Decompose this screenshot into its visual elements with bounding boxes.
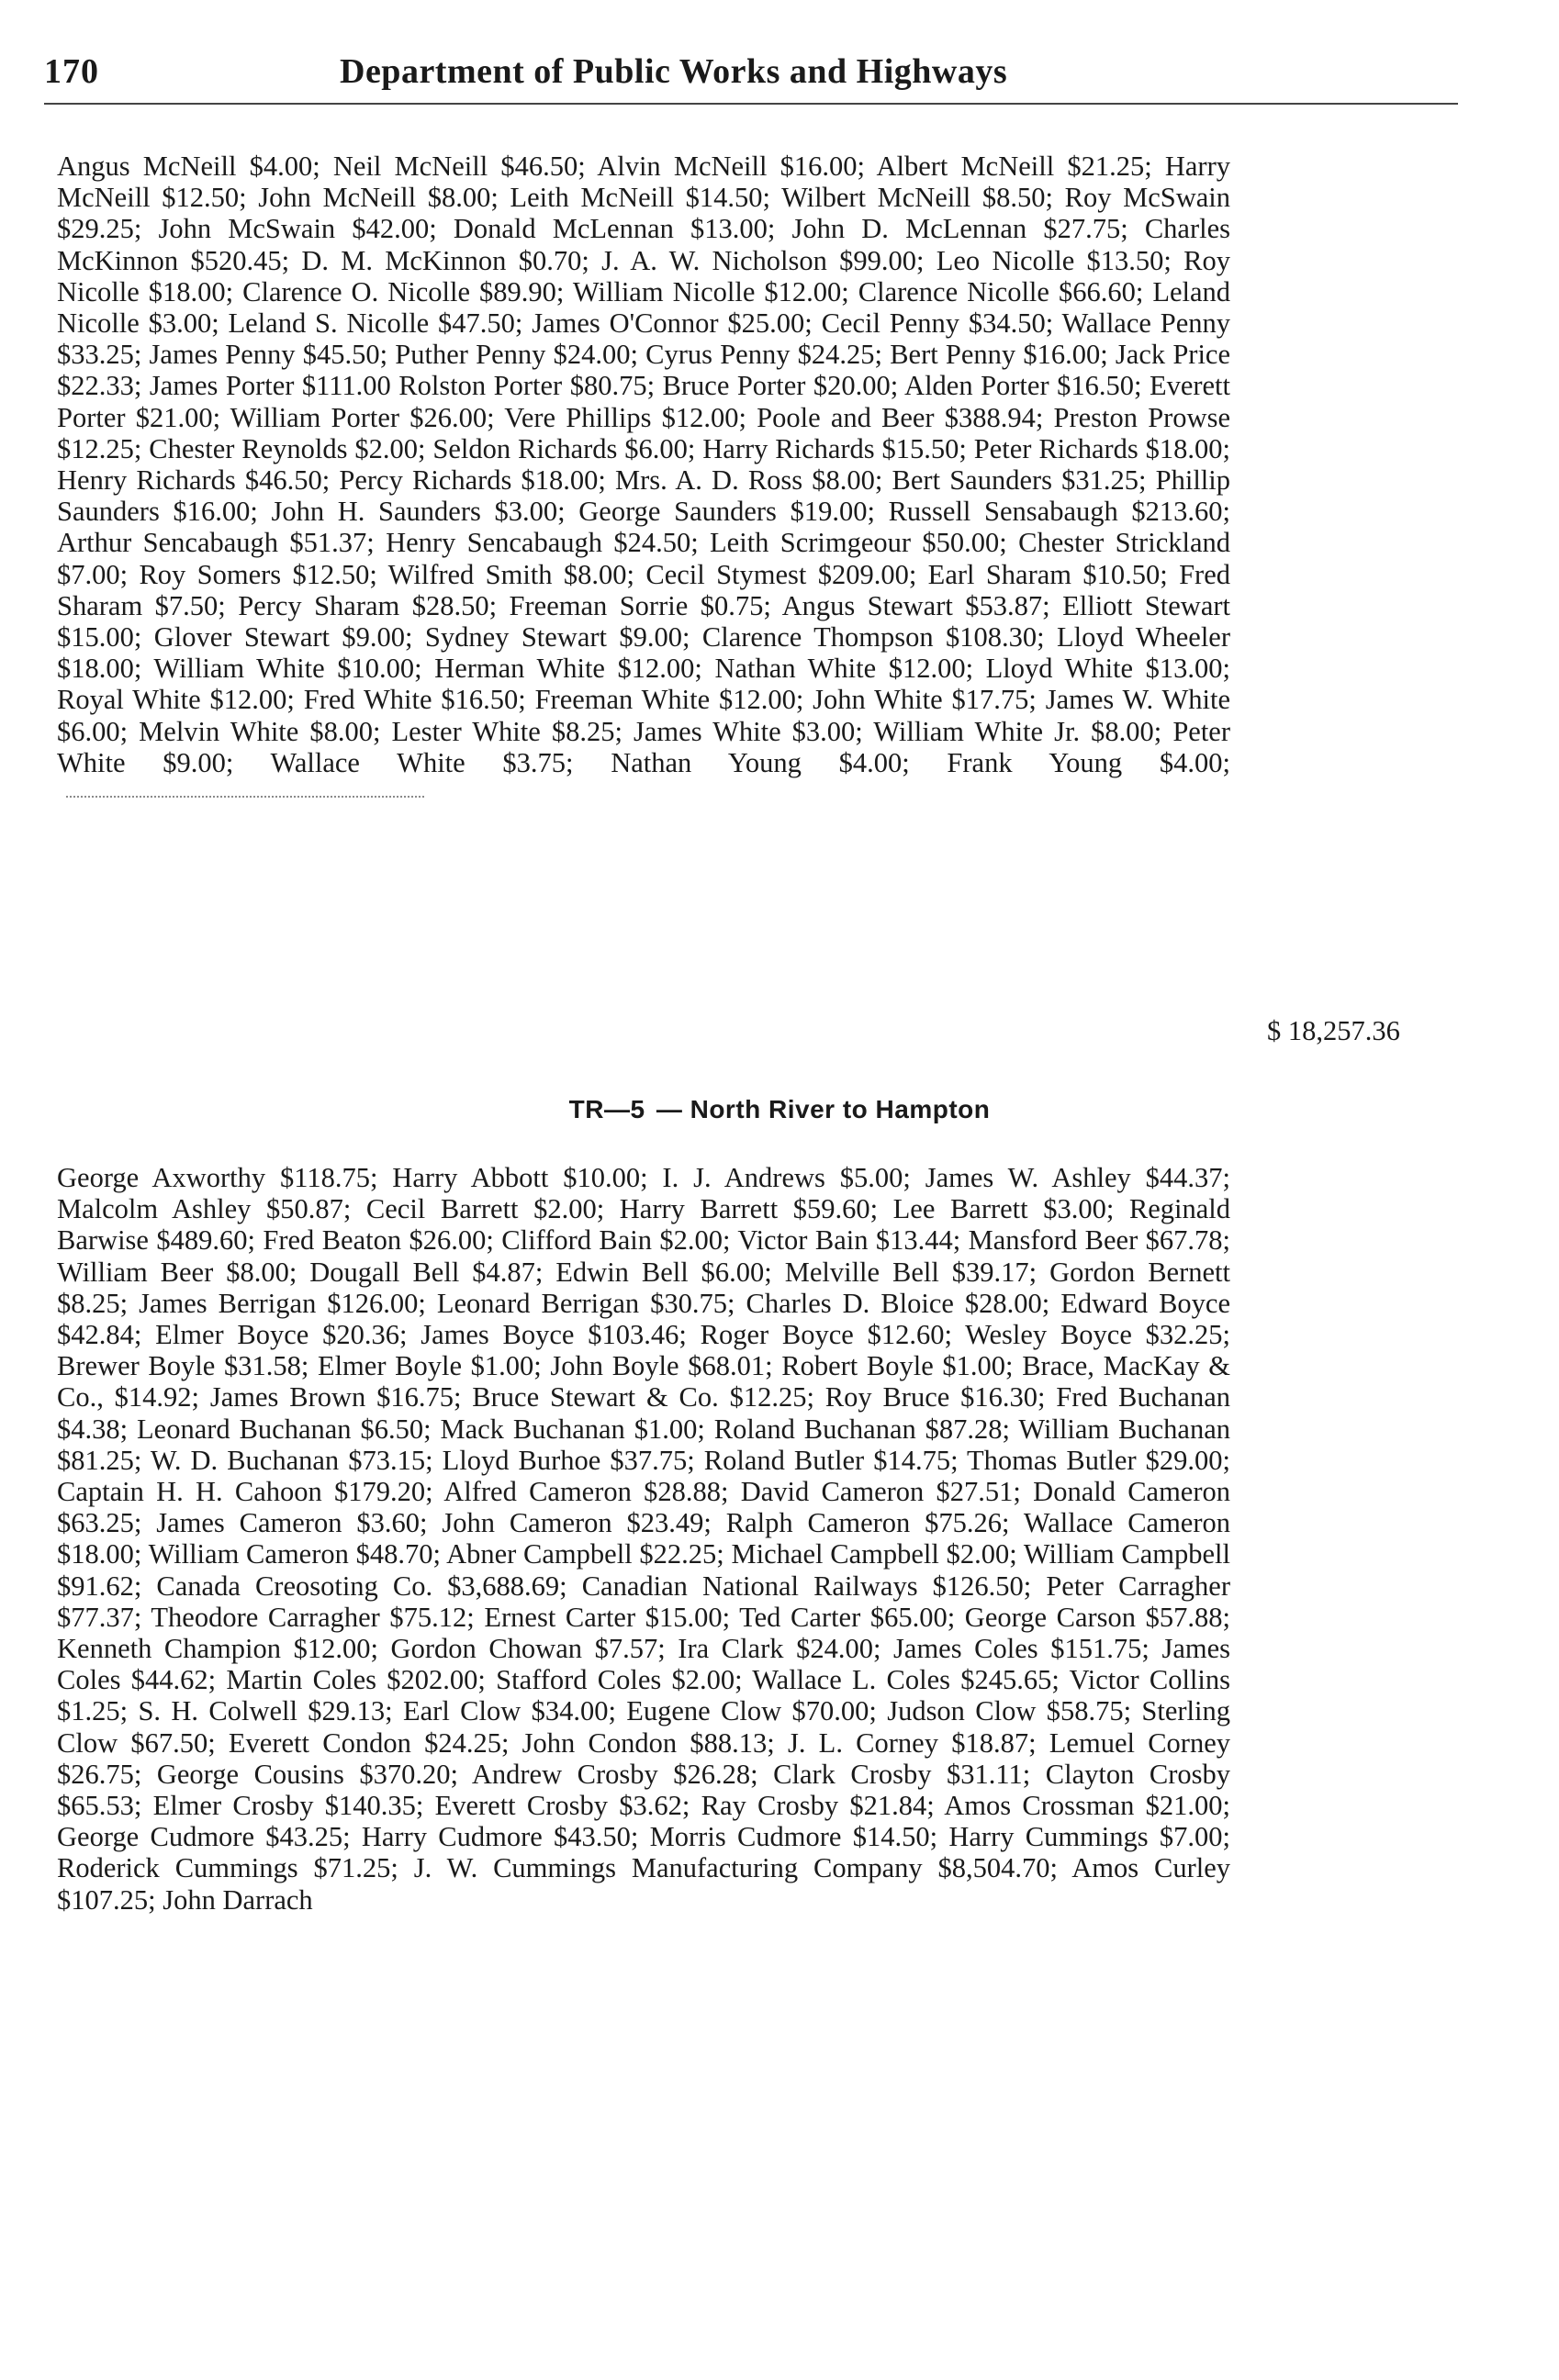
running-head-title: Department of Public Works and Highways bbox=[340, 52, 1008, 91]
header-rule bbox=[44, 103, 1458, 105]
section-heading bbox=[0, 1095, 1559, 1124]
dot-leader bbox=[66, 796, 424, 798]
payee-list-section-1 bbox=[57, 151, 1230, 810]
section-dash: — bbox=[656, 1095, 683, 1123]
payee-list-section-2 bbox=[57, 1162, 1230, 1916]
page-number: 170 bbox=[44, 52, 99, 91]
page-header bbox=[44, 51, 1458, 108]
payee-list-text: George Axworthy $118.75; Harry Abbott $10.00; I. J. Andrews $5.00; James W. Ashley $44.37; Malcolm Ashley $50.87; Cecil Barrett $2.00; Harry Barrett $59.60; Lee Barrett $3.00; Reginald Barwise $489.60; Fred Beaton $26.00; Clifford Bain $2.00; Victor Bain $13.44; Mansford Beer $67.78; William Beer $8.00; Dougall Bell $4.87; Edwin Bell $6.00; Melville Bell $39.17; Gordon Bernett $8.25; James Berrigan $126.00; Leonard Berrigan $30.75; Charles D. Bloice $28.00; Edward Boyce $42.84; Elmer Boyce $20.36; James Boyce $103.46; Roger Boyce $12.60; Wesley Boyce $32.25; Brewer Boyle $31.58; Elmer Boyle $1.00; John Boyle $68.01; Robert Boyle $1.00; Brace, MacKay & Co., $14.92; James Brown $16.75; Bruce Stewart & Co. $12.25; Roy Bruce $16.30; Fred Buchanan $4.38; Leonard Buchanan $6.50; Mack Buchanan $1.00; Roland Buchanan $87.28; William Buchanan $81.25; W. D. Buchanan $73.15; Lloyd Burhoe $37.75; Roland Butler $14.75; Thomas Butler $29.00; Captain H. H. Cahoon $179.20; Alfred Cameron $28.88; David Cameron $27.51; Donald Cameron $63.25; James Cameron $3.60; John Cameron $23.49; Ralph Cameron $75.26; Wallace Cameron $18.00; William Cameron $48.70; Abner Campbell $22.25; Michael Campbell $2.00; William Campbell $91.62; Canada Creosoting Co. $3,688.69; Canadian National Railways $126.50; Peter Carragher $77.37; Theodore Carragher $75.12; Ernest Carter $15.00; Ted Carter $65.00; George Carson $57.88; Kenneth Champion $12.00; Gordon Chowan $7.57; Ira Clark $24.00; James Coles $151.75; James Coles $44.62; Martin Coles $202.00; Stafford Coles $2.00; Wallace L. Coles $245.65; Victor Collins $1.25; S. H. Colwell $29.13; Earl Clow $34.00; Eugene Clow $70.00; Judson Clow $58.75; Sterling Clow $67.50; Everett Condon $24.25; John Condon $88.13; J. L. Corney $18.87; Lemuel Corney $26.75; George Cousins $370.20; Andrew Crosby $26.28; Clark Crosby $31.11; Clayton Crosby $65.53; Elmer Crosby $140.35; Everett Crosby $3.62; Ray Crosby $21.84; Amos Crossman $21.00; George Cudmore $43.25; Harry Cudmore $43.50; Morris Cudmore $14.50; Harry Cummings $7.00; Roderick Cummings $71.25; J. W. Cummings Manufacturing Company $8,504.70; Amos Curley $107.25; John Darrach bbox=[57, 1162, 1230, 1916]
section-total: $ 18,257.36 bbox=[1267, 1015, 1400, 1046]
section-code: TR—5 bbox=[568, 1095, 645, 1123]
payee-list-text: Angus McNeill $4.00; Neil McNeill $46.50; Alvin McNeill $16.00; Albert McNeill $21.25; Harry McNeill $12.50; John McNeill $8.00; Leith McNeill $14.50; Wilbert McNeill $8.50; Roy McSwain $29.25; John McSwain $42.00; Donald McLennan $13.00; John D. McLennan $27.75; Charles McKinnon $520.45; D. M. McKinnon $0.70; J. A. W. Nicholson $99.00; Leo Nicolle $13.50; Roy Nicolle $18.00; Clarence O. Nicolle $89.90; William Nicolle $12.00; Clarence Nicolle $66.60; Leland Nicolle $3.00; Leland S. Nicolle $47.50; James O'Connor $25.00; Cecil Penny $34.50; Wallace Penny $33.25; James Penny $45.50; Puther Penny $24.00; Cyrus Penny $24.25; Bert Penny $16.00; Jack Price $22.33; James Porter $111.00 Rolston Porter $80.75; Bruce Porter $20.00; Alden Porter $16.50; Everett Porter $21.00; William Porter $26.00; Vere Phillips $12.00; Poole and Beer $388.94; Preston Prowse $12.25; Chester Reynolds $2.00; Seldon Richards $6.00; Harry Richards $15.50; Peter Richards $18.00; Henry Richards $46.50; Percy Richards $18.00; Mrs. A. D. Ross $8.00; Bert Saunders $31.25; Phillip Saunders $16.00; John H. Saunders $3.00; George Saunders $19.00; Russell Sensabaugh $213.60; Arthur Sencabaugh $51.37; Henry Sencabaugh $24.50; Leith Scrimgeour $50.00; Chester Strickland $7.00; Roy Somers $12.50; Wilfred Smith $8.00; Cecil Stymest $209.00; Earl Sharam $10.50; Fred Sharam $7.50; Percy Sharam $28.50; Freeman Sorrie $0.75; Angus Stewart $53.87; Elliott Stewart $15.00; Glover Stewart $9.00; Sydney Stewart $9.00; Clarence Thompson $108.30; Lloyd Wheeler $18.00; William White $10.00; Herman White $12.00; Nathan White $12.00; Lloyd White $13.00; Royal White $12.00; Fred White $16.50; Freeman White $12.00; John White $17.75; James W. White $6.00; Melvin White $8.00; Lester White $8.25; James White $3.00; William White Jr. $8.00; Peter White $9.00; Wallace White $3.75; Nathan Young $4.00; Frank Young $4.00; bbox=[57, 151, 1230, 778]
section-title: North River to Hampton bbox=[690, 1095, 991, 1123]
